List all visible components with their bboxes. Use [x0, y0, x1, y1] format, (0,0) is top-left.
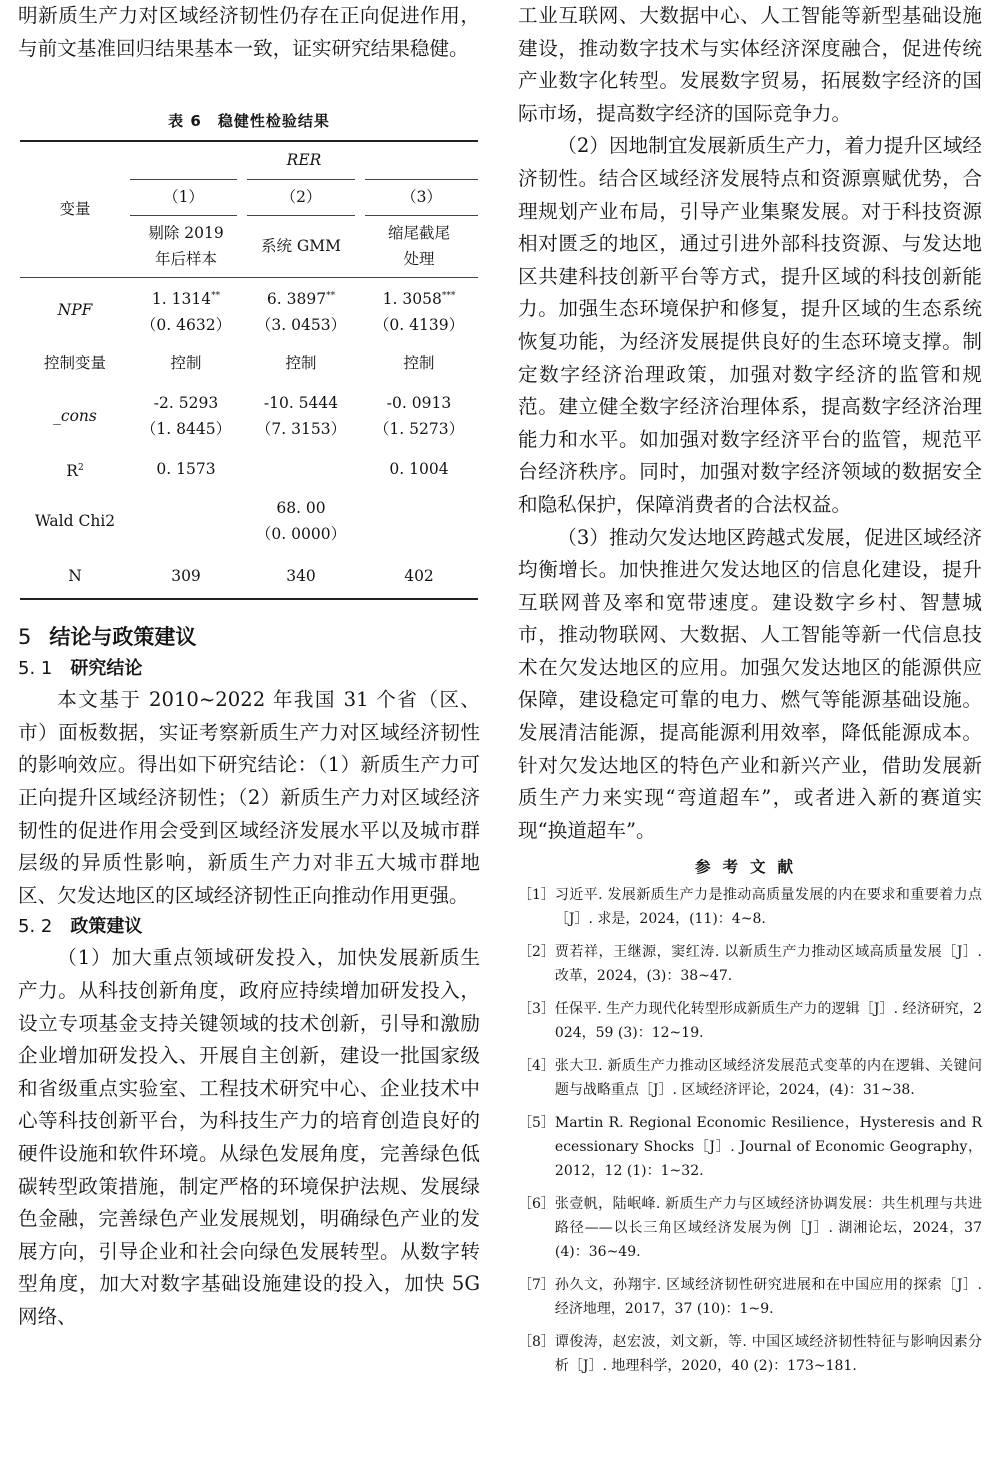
row-label-cons: _cons [53, 407, 97, 426]
cell: 控制 [170, 354, 202, 373]
reference-number: ［6］ [518, 1196, 555, 1213]
reference-number: ［4］ [518, 1058, 555, 1075]
cell: 402 [360, 553, 478, 599]
table-row [20, 553, 478, 599]
policy-1-paragraph: （1）加大重点领域研发投入，加快发展新质生产力。从科技创新角度，政府应持续增加研发投入，设立专项基金支持关键领域的技术创新，引导和激励企业增加研发投入、开展自主创新，建设一批国家级和省级重点实验室、工程技术研究中心、企业技术中心等科技创新平台，为科技生产力的培育创造良好的硬件设施和软件环境。从绿色发展角度，完善绿色低碳转型政策措施，制定严格的环境保护法规、发展绿色金融，完善绿色产业发展规划，明确绿色产业的发展方向，引导企业和社会向绿色发展转型。从数字转型角度，加大对数字基础设施建设的投入，加快 5G 网络、 [18, 946, 480, 1328]
row-label-control: 控制变量 [43, 354, 106, 373]
reference-text: Martin R. Regional Economic Resilience，Hysteresis and Recessionary Shocks［J］. Journal of Economic Geography，2012，12 (1)：1~32. [554, 1115, 982, 1180]
table-row [20, 489, 478, 553]
col-num-1: （1） [130, 179, 242, 215]
row-label-r2: $R^2$ [66, 461, 84, 480]
cell: 0. 1004 [389, 460, 449, 479]
header-dependent-text: RER [286, 151, 322, 170]
reference-item [518, 1111, 982, 1183]
reference-item [518, 1330, 982, 1378]
row-label-wald: Wald Chi2 [34, 512, 116, 531]
cell [242, 449, 360, 489]
reference-number: ［2］ [518, 944, 555, 961]
policy-2-paragraph: （2）因地制宜发展新质生产力，着力提升区域经济韧性。结合区域经济发展特点和资源禀赋优势，合理规划产业布局，引导产业集聚发展。对于科技资源相对匮乏的地区，通过引进外部科技资源、与发达地区共建科技创新平台等方式，提升区域的科技创新能力。加强生态环境保护和修复，提升区域的生态系统恢复功能，为经济发展提供良好的生态环境支撑。制定数字经济治理政策，加强对数字经济的监管和规范。建立健全数字经济治理体系，提高数字经济治理能力和水平。如加强对数字经济平台的监管，规范平台经济秩序。同时，加强对数字经济领域的数据安全和隐私保护，保障消费者的合法权益。 [518, 134, 982, 516]
cell: -0. 0913 （1. 5273） [373, 394, 465, 439]
reference-item [518, 1054, 982, 1102]
reference-item [518, 940, 982, 988]
reference-item [518, 997, 982, 1045]
references-list [518, 883, 982, 1378]
references-title: 参考文献 [694, 858, 805, 877]
reference-text: 习近平. 发展新质生产力是推动高质量发展的内在要求和重要着力点［J］. 求是，2024，(11)：4~8. [554, 887, 982, 928]
row-label-n: N [20, 553, 130, 599]
table-title: 表 6 稳健性检验结果 [168, 112, 330, 131]
robustness-table [20, 140, 478, 600]
reference-number: ［7］ [518, 1277, 555, 1294]
conclusion-paragraph: 本文基于 2010~2022 年我国 31 个省（区、市）面板数据，实证考察新质生产力对区域经济韧性的影响效应。得出如下研究结论：（1）新质生产力可正向提升区域经济韧性；（2）新质生产力对区域经济韧性的促进作用会受到区域经济发展水平以及城市群层级的异质性影响，新质生产力对非五大城市群地区、欠发达地区的区域经济韧性正向推动作用更强。 [18, 688, 480, 907]
header-dependent [130, 141, 478, 179]
cell: 1. 1314** （0. 4632） [140, 289, 232, 334]
section-5-heading: 5 结论与政策建议 [18, 625, 197, 650]
reference-text: 谭俊涛，赵宏波，刘文新，等. 中国区域经济韧性特征与影响因素分析［J］. 地理科学，2020，40 (2)：173~181. [554, 1334, 982, 1375]
continued-paragraph: 工业互联网、大数据中心、人工智能等新型基础设施建设，推动数字技术与实体经济深度融合，促进传统产业数字化转型。发展数字贸易，拓展数字经济的国际市场，提高数字经济的国际竞争力。 [518, 4, 982, 125]
table-row [20, 343, 478, 383]
intro-paragraph: 明新质生产力对区域经济韧性仍存在正向促进作用，与前文基准回归结果基本一致，证实研究结果稳健。 [18, 4, 480, 60]
right-column [518, 0, 982, 1387]
cell: -2. 5293 （1. 8445） [140, 394, 232, 439]
left-column [18, 0, 480, 1333]
reference-text: 张壹帆，陆岷峰. 新质生产力与区域经济协调发展：共生机理与共进路径——以长三角区域经济发展为例［J］. 湖湘论坛，2024，37 (4)：36~49. [554, 1196, 982, 1261]
cell: 控制 [285, 354, 317, 373]
cell: 340 [242, 553, 360, 599]
reference-text: 贾若祥，王继源，窦红涛. 以新质生产力推动区域高质量发展［J］. 改革，2024，(3)：38~47. [554, 944, 982, 985]
col-num-2: （2） [242, 179, 360, 215]
cell [360, 489, 478, 553]
reference-number: ［1］ [518, 887, 555, 904]
cell: 6. 3897** （3. 0453） [255, 289, 347, 334]
cell: 控制 [403, 354, 435, 373]
table-row [20, 383, 478, 449]
section-5-1-heading: 5. 1 研究结论 [18, 658, 143, 680]
row-label-npf: NPF [57, 301, 93, 320]
col-num-3: （3） [360, 179, 478, 215]
reference-item [518, 883, 982, 931]
cell: 309 [130, 553, 242, 599]
reference-number: ［8］ [518, 1334, 555, 1351]
reference-text: 任保平. 生产力现代化转型形成新质生产力的逻辑［J］. 经济研究，2024，59 (3)：12~19. [554, 1001, 982, 1042]
col-name-3: 缩尾截尾处理 [360, 215, 478, 277]
section-5-2-heading: 5. 2 政策建议 [18, 916, 143, 938]
cell [130, 489, 242, 553]
col-name-2: 系统 GMM [242, 215, 360, 277]
table-row [20, 277, 478, 343]
reference-item [518, 1192, 982, 1264]
reference-number: ［3］ [518, 1001, 555, 1018]
reference-item [518, 1273, 982, 1321]
cell: 1. 3058*** （0. 4139） [373, 289, 465, 334]
cell: 0. 1573 [156, 460, 216, 479]
col-name-1: 剔除 2019 年后样本 [130, 215, 242, 277]
cell: -10. 5444 （7. 3153） [255, 394, 347, 439]
header-variable: 变量 [20, 141, 130, 277]
reference-text: 张大卫. 新质生产力推动区域经济发展范式变革的内在逻辑、关键问题与战略重点［J］. 区域经济评论，2024，(4)：31~38. [554, 1058, 982, 1099]
policy-3-paragraph: （3）推动欠发达地区跨越式发展，促进区域经济均衡增长。加快推进欠发达地区的信息化建设，提升互联网普及率和宽带速度。建设数字乡村、智慧城市，推动物联网、大数据、人工智能等新一代信息技术在欠发达地区的应用。加强欠发达地区的能源供应保障，建设稳定可靠的电力、燃气等能源基础设施。发展清洁能源，提高能源利用效率，降低能源成本。针对欠发达地区的特色产业和新兴产业，借助发展新质生产力来实现“弯道超车”，或者进入新的赛道实现“换道超车”。 [518, 525, 982, 842]
reference-number: ［5］ [518, 1115, 555, 1132]
table-row [20, 449, 478, 489]
cell: 68. 00 （0. 0000） [255, 499, 347, 544]
reference-text: 孙久文，孙翔宇. 区域经济韧性研究进展和在中国应用的探索［J］. 经济地理，2017，37 (10)：1~9. [554, 1277, 982, 1318]
